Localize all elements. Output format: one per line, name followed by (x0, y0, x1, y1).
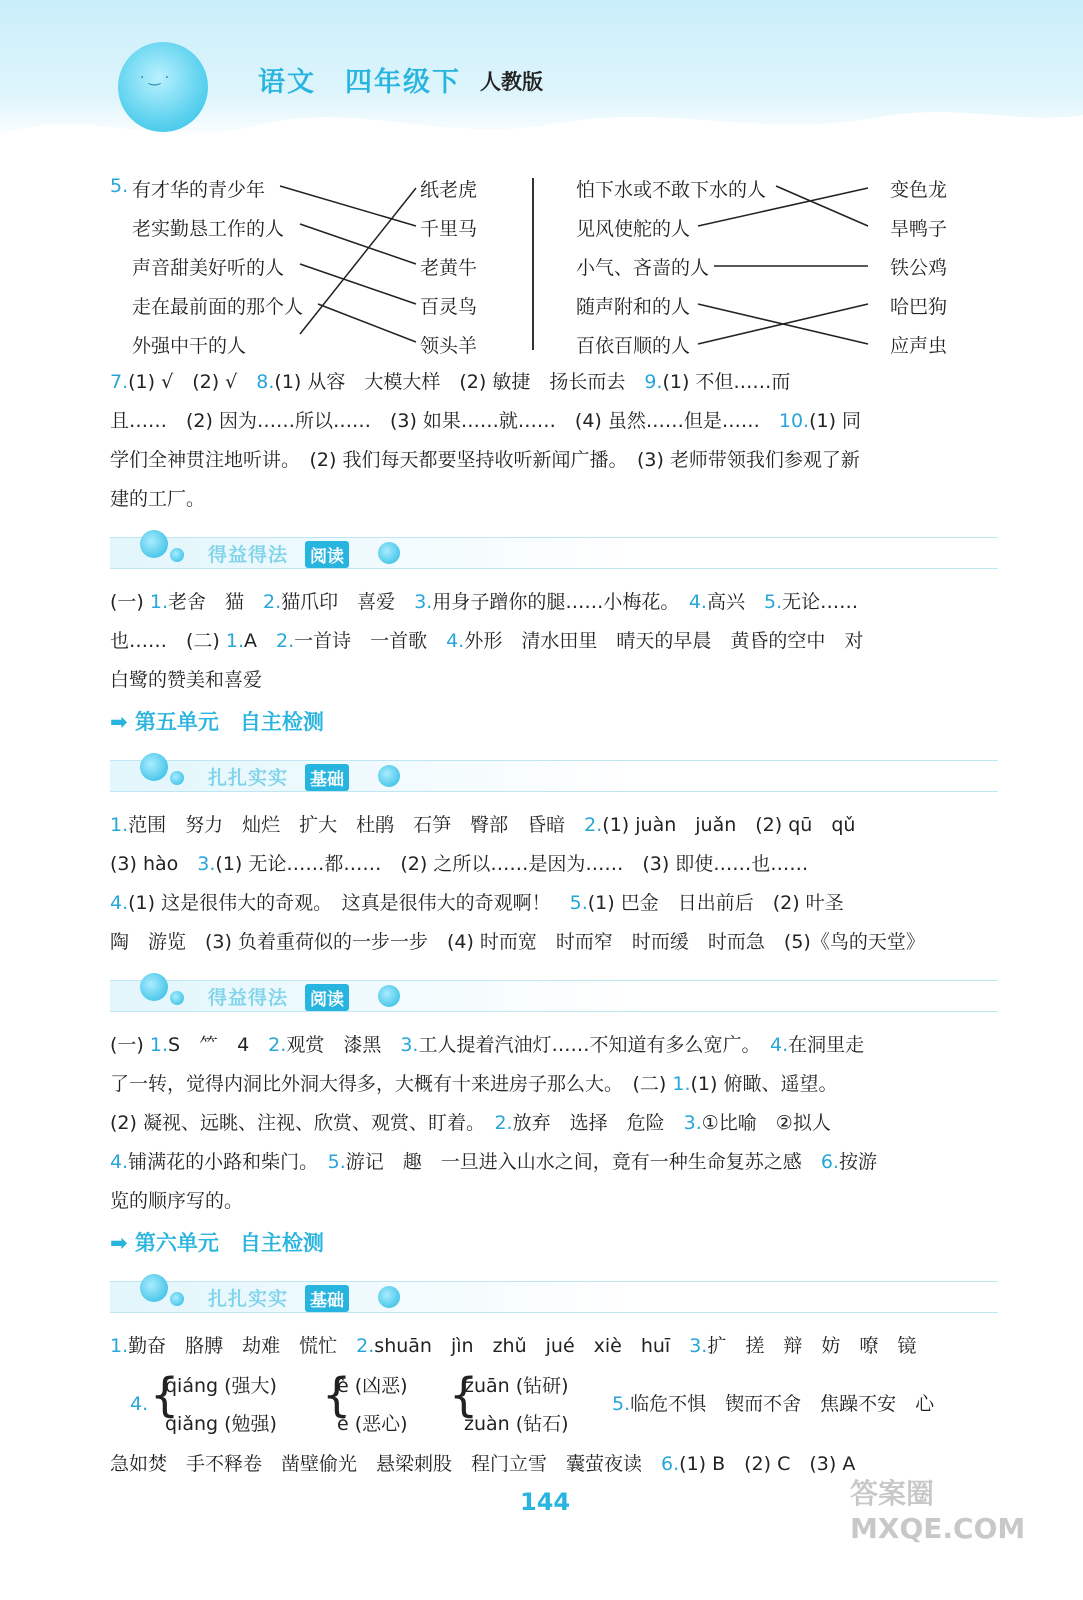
match-right-item: 怕下水或不敢下水的人 (576, 179, 767, 201)
match-right-target: 哈巴狗 (890, 296, 948, 318)
header-edition: 人教版 (480, 70, 543, 94)
q4b-2: ě (恶心) (337, 1413, 408, 1435)
banner-title: 扎扎实实 (208, 1288, 289, 1310)
question-number: 2. (263, 591, 282, 613)
q4a-2: qiǎng (勉强) (165, 1413, 277, 1435)
question-number: 1. (672, 1073, 691, 1095)
question-number: 3. (683, 1112, 702, 1134)
question-number: 1. (149, 591, 169, 613)
question-number: 4. (446, 630, 465, 652)
banner-title: 得益得法 (208, 987, 289, 1009)
question-number: 3. (689, 1335, 708, 1357)
question-number: 4. (110, 1151, 129, 1173)
match-left-target: 老黄牛 (420, 257, 478, 279)
question-number: 2. (276, 630, 295, 652)
answer-text: (1) 俯瞰、遥望。 (690, 1073, 838, 1095)
block4-line1 (110, 1033, 864, 1057)
match-left-item: 老实勤恳工作的人 (132, 218, 285, 240)
match-left-target: 千里马 (420, 218, 478, 240)
question-number: 5. (327, 1151, 346, 1173)
banner-dot-icon (140, 973, 168, 1001)
q4c-1: zuān (钻研) (464, 1375, 569, 1397)
question-number: 2. (356, 1335, 375, 1357)
banner-tag: 基础 (305, 764, 349, 791)
answer-text: (1) 不但……而 (662, 371, 791, 393)
answer-text: 勤奋 胳膊 劫难 慌忙 (128, 1335, 357, 1357)
answer-text: (一) (110, 1034, 150, 1056)
match-left-item: 声音甜美好听的人 (132, 257, 285, 279)
answer-text: shuān jìn zhǔ jué xiè huī (374, 1335, 690, 1357)
question-number: 4. (110, 892, 129, 914)
question-number: 2. (494, 1112, 513, 1134)
banner-dot-icon (378, 1286, 400, 1308)
match-left-item: 有才华的青少年 (132, 179, 266, 201)
answer-text: 按游 (838, 1151, 877, 1173)
answer-text: (1) 巴金 日出前后 (2) 叶圣 (587, 892, 844, 914)
block3-line3 (110, 891, 844, 915)
answer-text: 在洞里走 (788, 1034, 865, 1056)
q5-number: 5. (110, 175, 129, 197)
banner-tag: 基础 (305, 1285, 349, 1312)
answer-text: (1) juàn juǎn (2) qū qǔ (602, 814, 856, 836)
answer-text: (1) 同 (809, 410, 862, 432)
block4-line2 (110, 1072, 837, 1096)
answer-text: S ⺮ 4 (168, 1034, 269, 1056)
match-left-target: 领头羊 (420, 335, 478, 357)
match-line-4 (300, 188, 416, 334)
block1-line2 (110, 409, 861, 433)
answer-text: A (244, 630, 277, 652)
answer-text: 老舍 猫 (168, 591, 264, 613)
header-subject: 语文 (258, 67, 316, 98)
answer-text: 也…… (二) (110, 630, 226, 652)
sun-face: · ‿ · (140, 70, 170, 86)
answer-text: 范围 努力 灿烂 扩大 杜鹃 石笋 臀部 昏暗 (128, 814, 585, 836)
match-right-item: 见风使舵的人 (576, 218, 691, 240)
unit5-heading (110, 706, 324, 736)
arrow-right-icon: ➡ (110, 710, 128, 734)
question-number: 3. (197, 853, 216, 875)
question-number: 5. (569, 892, 588, 914)
question-number: 3. (414, 591, 433, 613)
block5-line3 (110, 1452, 855, 1476)
question-number: 5. (764, 591, 783, 613)
match-right-item: 随声附和的人 (576, 296, 691, 318)
answer-text: 铺满花的小路和柴门。 (128, 1151, 328, 1173)
unit6-heading (110, 1227, 324, 1257)
brace-a: { (150, 1368, 180, 1422)
answer-text: 工人提着汽油灯……不知道有多么宽广。 (418, 1034, 770, 1056)
question-number: 1. (225, 630, 245, 652)
answer-text: 一首诗 一首歌 (294, 630, 447, 652)
answer-text: 无论…… (782, 591, 859, 613)
block5-line1 (110, 1334, 916, 1358)
brace-b: { (322, 1368, 352, 1422)
answer-text: 且…… (2) 因为……所以…… (3) 如果……就…… (4) 虽然……但是…… (110, 410, 779, 432)
block5-q5 (612, 1392, 934, 1416)
match-right-target: 旱鸭子 (890, 218, 948, 240)
unit6-title: 第六单元 自主检测 (134, 1231, 324, 1255)
match-left-target: 纸老虎 (420, 179, 478, 201)
answer-text: (1) 这是很伟大的奇观。 这真是很伟大的奇观啊！ (128, 892, 570, 914)
question-number: 2. (268, 1034, 287, 1056)
question-number: 9. (644, 371, 663, 393)
answer-text: (2) 凝视、远眺、注视、欣赏、观赏、盯着。 (110, 1112, 495, 1134)
banner-dot-icon (170, 548, 184, 562)
brace-c: { (449, 1368, 479, 1422)
answer-text: 了一转，觉得内洞比外洞大得多，大概有十来进房子那么大。 (二) (110, 1073, 673, 1095)
question-number: 8. (256, 371, 275, 393)
block1-line3: 学们全神贯注地听讲。 (2) 我们每天都要坚持收听新闻广播。 (3) 老师带领我们参观了新 (110, 449, 860, 471)
watermark: 答案圈 MXQE.COM (850, 1477, 1026, 1545)
banner-dot-icon (378, 542, 400, 564)
question-number: 5. (612, 1393, 631, 1415)
question-number: 4. (769, 1034, 789, 1056)
banner-dot-icon (170, 1292, 184, 1306)
block1-line1 (110, 370, 790, 394)
answer-text: (3) hào (110, 853, 198, 875)
match-line-2 (300, 224, 416, 264)
answer-text: 急如焚 手不释卷 凿壁偷光 悬梁刺股 程门立雪 囊萤夜读 (110, 1453, 662, 1475)
unit5-title: 第五单元 自主检测 (134, 710, 324, 734)
page-number: 144 (520, 1488, 571, 1516)
banner-title: 扎扎实实 (208, 767, 289, 789)
question-number: 10. (778, 410, 810, 432)
answer-text: (1) √ (2) √ (128, 371, 257, 393)
block2-line3: 白鹭的赞美和喜爱 (110, 669, 263, 691)
banner-tag: 阅读 (305, 984, 349, 1011)
match-line-5 (318, 304, 416, 342)
block4-line4 (110, 1150, 877, 1174)
match-right-target: 变色龙 (890, 179, 948, 201)
block5-q4-number: 4. (130, 1393, 149, 1415)
match-left-item: 外强中干的人 (132, 335, 247, 357)
block2-line2 (110, 629, 863, 653)
answer-text: (一) (110, 591, 150, 613)
q4a-1: qiáng (强大) (165, 1375, 277, 1397)
answer-text: ①比喻 ②拟人 (701, 1112, 831, 1134)
block2-line1 (110, 590, 858, 614)
answer-text: 观赏 漆黑 (286, 1034, 401, 1056)
question-number: 3. (400, 1034, 419, 1056)
match-line-3 (300, 264, 416, 304)
banner-tag: 阅读 (305, 541, 349, 568)
answer-text: 扩 搓 辩 妨 嘹 镜 (707, 1335, 917, 1357)
block3-line1 (110, 813, 855, 837)
question-number: 1. (110, 1335, 129, 1357)
answer-text: 游记 趣 一旦进入山水之间，竟有一种生命复苏之感 (345, 1151, 821, 1173)
answer-text: 高兴 (706, 591, 764, 613)
match-right-item: 小气、吝啬的人 (576, 257, 710, 279)
question-number: 2. (584, 814, 603, 836)
answer-text: 外形 清水田里 晴天的早晨 黄昏的空中 对 (464, 630, 864, 652)
answer-text: 猫爪印 喜爱 (281, 591, 415, 613)
block3-line4: 陶 游览 (3) 负着重荷似的一步一步 (4) 时而宽 时而窄 时而缓 时而急 (5)《鸟的天堂》 (110, 931, 925, 953)
banner-dot-icon (378, 765, 400, 787)
match-right-target: 铁公鸡 (890, 257, 948, 279)
match-line-1 (280, 186, 416, 226)
question-number: 7. (110, 371, 129, 393)
banner-dot-icon (170, 991, 184, 1005)
question-number: 4. (688, 591, 707, 613)
question-number: 6. (820, 1151, 839, 1173)
banner-dot-icon (140, 1274, 168, 1302)
banner-dot-icon (170, 771, 184, 785)
banner-dot-icon (140, 530, 168, 558)
block1-line4: 建的工厂。 (110, 488, 206, 510)
banner-dot-icon (140, 753, 168, 781)
answer-text: (1) 从容 大模大样 (2) 敏捷 扬长而去 (274, 371, 645, 393)
match-right-target: 应声虫 (890, 335, 948, 357)
q4b-1: è (凶恶) (337, 1375, 408, 1397)
block4-line3 (110, 1111, 831, 1135)
answer-text: 临危不惧 锲而不舍 焦躁不安 心 (630, 1393, 935, 1415)
question-number: 1. (149, 1034, 169, 1056)
match-left-item: 走在最前面的那个人 (132, 296, 304, 318)
arrow-right-icon: ➡ (110, 1231, 128, 1255)
block3-line2 (110, 852, 808, 876)
banner-title: 得益得法 (208, 544, 289, 566)
match-left-target: 百灵鸟 (420, 296, 478, 318)
banner-dot-icon (378, 985, 400, 1007)
question-number: 1. (110, 814, 129, 836)
question-number: 6. (661, 1453, 680, 1475)
answer-text: 用身子蹭你的腿……小梅花。 (432, 591, 689, 613)
answer-text: (1) 无论……都…… (2) 之所以……是因为…… (3) 即使……也…… (215, 853, 809, 875)
answer-text: 放弃 选择 危险 (512, 1112, 684, 1134)
answer-text: (1) B (2) C (3) A (679, 1453, 856, 1475)
block4-line5: 览的顺序写的。 (110, 1190, 244, 1212)
q4c-2: zuàn (钻石) (464, 1413, 569, 1435)
header-grade: 四年级下 (345, 67, 461, 98)
match-right-item: 百依百顺的人 (576, 335, 691, 357)
